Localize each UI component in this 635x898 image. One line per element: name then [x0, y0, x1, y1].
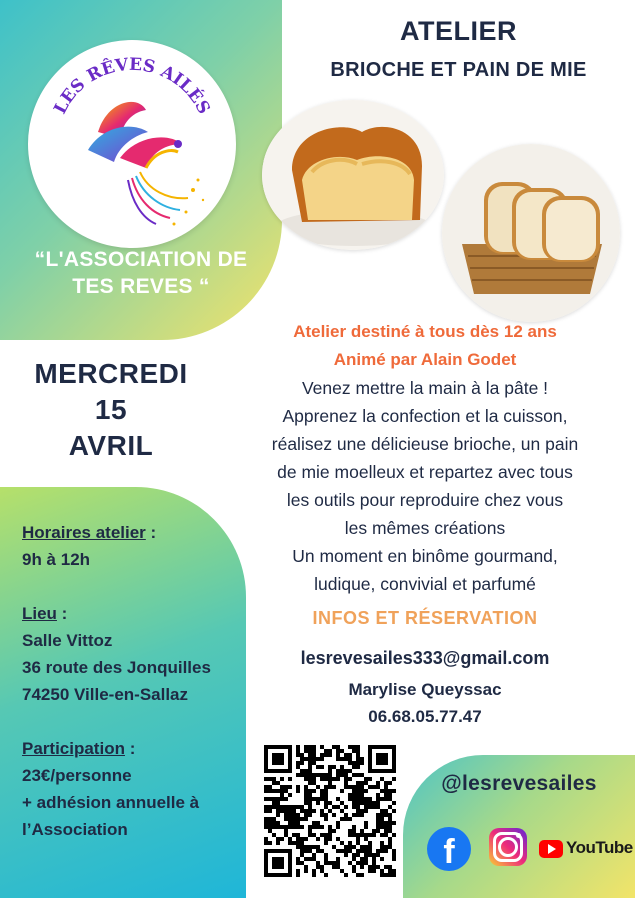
price-label: Participation	[22, 739, 125, 758]
date-day: MERCREDI	[34, 358, 188, 389]
place-line: Salle Vittoz	[22, 631, 113, 650]
slogan-line-2: TES REVES “	[72, 275, 210, 298]
slogan-line-1: “L'ASSOCIATION DE	[34, 248, 248, 271]
price-line: l’Association	[22, 820, 128, 839]
hours-heading	[22, 519, 242, 546]
logo-text: LES RÊVES AILÉS	[50, 54, 214, 118]
place-heading	[22, 600, 242, 627]
event-date	[0, 356, 222, 464]
contact-phone-link[interactable]: 06.68.05.77.47	[368, 707, 482, 726]
hours-label: Horaires atelier	[22, 523, 146, 542]
price-label-suffix: :	[124, 739, 136, 758]
youtube-play-icon	[539, 840, 563, 858]
price-heading	[22, 735, 242, 762]
description-line: ludique, convivial et parfumé	[314, 574, 536, 594]
bird-logo-icon	[28, 40, 236, 248]
place-line: 74250 Ville-en-Sallaz	[22, 685, 189, 704]
instagram-icon[interactable]	[489, 828, 527, 866]
date-number: 15	[94, 394, 128, 425]
info-reservation-heading: INFOS ET RÉSERVATION	[312, 608, 538, 628]
hours-value: 9h à 12h	[22, 550, 91, 569]
place-label: Lieu	[22, 604, 57, 623]
association-logo	[28, 40, 236, 248]
facebook-icon[interactable]: f	[427, 827, 471, 871]
social-handle[interactable]: @lesrevesailes	[441, 772, 597, 795]
hours-label-suffix: :	[145, 523, 157, 542]
sandwich-bread-photo	[442, 144, 620, 322]
youtube-label: YouTube	[566, 838, 633, 857]
association-slogan	[10, 246, 272, 300]
description-line: réalisez une délicieuse brioche, un pain	[271, 434, 579, 454]
title-line-1: ATELIER	[400, 16, 517, 46]
price-line: + adhésion annuelle à	[22, 793, 200, 812]
youtube-logo[interactable]	[539, 838, 633, 862]
description-line: de mie moelleux et repartez avec tous	[277, 462, 573, 482]
host-text: Animé par Alain Godet	[333, 350, 517, 369]
date-month: AVRIL	[68, 430, 154, 461]
contact-name: Marylise Queyssac	[348, 680, 502, 699]
practical-info	[22, 519, 242, 843]
description-line: Apprenez la confection et la cuisson,	[282, 406, 568, 426]
audience-text: Atelier destiné à tous dès 12 ans	[293, 322, 557, 341]
title-line-2: BRIOCHE ET PAIN DE MIE	[330, 59, 587, 81]
description-line: Venez mettre la main à la pâte !	[301, 378, 549, 398]
contact-email-link[interactable]: lesrevesailes333@gmail.com	[300, 648, 550, 668]
event-description	[240, 318, 610, 598]
price-line: 23€/personne	[22, 766, 132, 785]
place-line: 36 route des Jonquilles	[22, 658, 211, 677]
description-line: les outils pour reproduire chez vous	[286, 490, 564, 510]
qr-code[interactable]	[264, 745, 396, 877]
description-line: les mêmes créations	[344, 518, 506, 538]
description-line: Un moment en binôme gourmand,	[292, 546, 558, 566]
place-label-suffix: :	[56, 604, 68, 623]
brioche-photo	[262, 100, 444, 250]
event-title	[282, 16, 635, 82]
